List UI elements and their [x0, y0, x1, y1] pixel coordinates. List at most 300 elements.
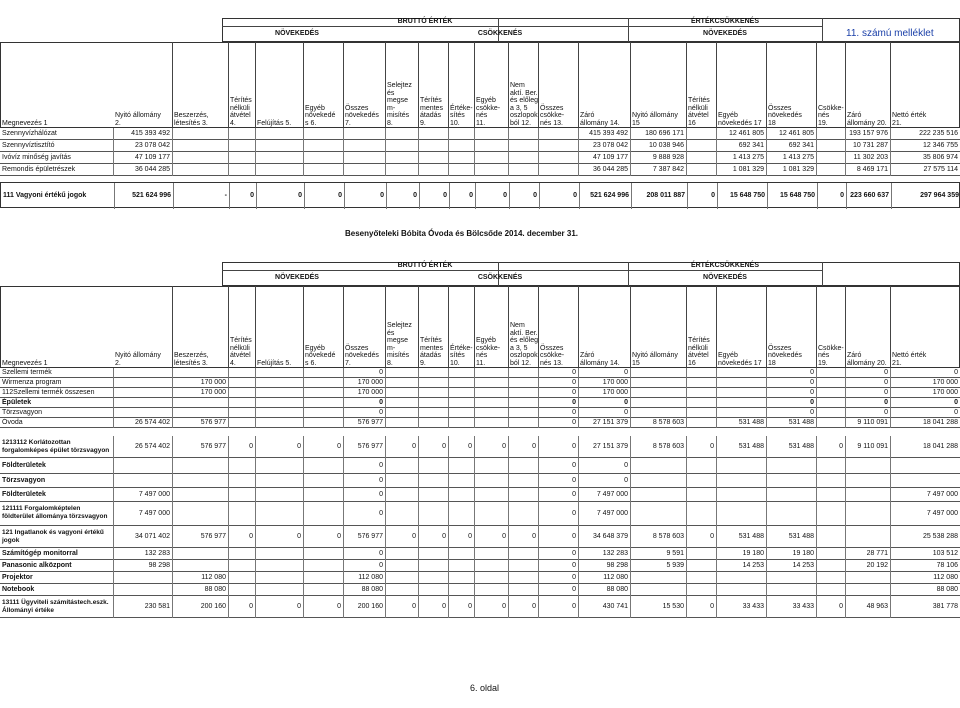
t3-cell-c10: 0 — [474, 436, 508, 458]
t3-cell-c4 — [255, 488, 303, 502]
t1-cell-c11 — [508, 128, 538, 140]
t3-cell-c8 — [418, 488, 448, 502]
t1-col-header-6: Egyéb növekedé s 6. — [305, 104, 336, 127]
t2-cell-c7 — [385, 368, 418, 378]
t2-col-header-14: Záró állomány 14. — [580, 352, 620, 367]
t2-row-label: Épületek — [2, 399, 32, 406]
t3-row — [0, 436, 960, 458]
t1-cell-c1: 23 078 042 — [113, 140, 172, 152]
t3-cell-c15: 0 — [686, 596, 716, 618]
t3-cell-c16 — [716, 572, 766, 584]
t1-cell-c19: 193 157 976 — [845, 128, 890, 140]
t3-cell-c12: 0 — [538, 572, 578, 584]
t3-cell-c20: 78 106 — [890, 560, 960, 572]
t2-cell-c15 — [686, 398, 716, 408]
t3-cell-c18 — [816, 572, 845, 584]
t3-row — [0, 584, 960, 596]
t2-cell-c8 — [418, 398, 448, 408]
t3-cell-c20 — [890, 474, 960, 488]
t3-cell-c4: 0 — [255, 596, 303, 618]
t3-cell-c4 — [255, 474, 303, 488]
t3-cell-c9: 0 — [448, 596, 474, 618]
t3-cell-c9 — [448, 560, 474, 572]
t3-cell-c14 — [630, 488, 686, 502]
t2-cell-c16 — [716, 398, 766, 408]
t1-cell-c20: 27 575 114 — [890, 164, 960, 176]
t3-row-label: Törzsvagyon — [2, 477, 46, 484]
t1-cell-c9 — [448, 164, 474, 176]
page-label: 11. számú melléklet — [846, 28, 934, 39]
t1-col-header-20: Záró állomány 20. — [847, 112, 887, 127]
t1-cell-c6 — [343, 164, 385, 176]
t3-row — [0, 548, 960, 560]
t2-row — [0, 418, 960, 428]
t3-cell-c17 — [766, 584, 816, 596]
t2-cell-c15 — [686, 388, 716, 398]
t1-col-header-4: Térítés nélküli átvétel 4. — [230, 97, 252, 127]
t2-cell-c3 — [228, 408, 255, 418]
t1-cell-c16: 1 413 275 — [716, 152, 766, 164]
t2-cell-c6: 0 — [343, 368, 385, 378]
t3-cell-c11 — [508, 502, 538, 526]
t2-cell-c14 — [630, 378, 686, 388]
t2-cell-c18 — [816, 368, 845, 378]
t3-cell-c17: 531 488 — [766, 526, 816, 548]
t1-total-row — [0, 182, 960, 208]
t2-row-label: Óvoda — [2, 419, 23, 426]
t2-col-header-3: Beszerzés, létesítés 3. — [174, 352, 209, 367]
noveledes2-header-2: NÖVEKEDÉS — [703, 274, 747, 281]
t3-cell-c12: 0 — [538, 458, 578, 474]
t3-cell-c5 — [303, 488, 343, 502]
t1-total-c13: 521 624 996 — [579, 183, 631, 209]
t2-cell-c12: 0 — [538, 398, 578, 408]
t3-cell-c6: 576 977 — [343, 526, 385, 548]
t1-cell-c9 — [448, 128, 474, 140]
t1-cell-c6 — [343, 140, 385, 152]
t1-cell-c5 — [303, 164, 343, 176]
t3-cell-c1 — [113, 458, 172, 474]
t3-row-label: 121111 Forgalomképtelen földterület állománya törzsvagyon — [2, 505, 108, 520]
t2-cell-c12: 0 — [538, 418, 578, 428]
t1-total-c9: 0 — [449, 183, 475, 209]
noveledes-header-2: NÖVEKEDÉS — [275, 274, 319, 281]
t2-col-header-1: Megnevezés 1 — [2, 359, 48, 367]
t3-cell-c9 — [448, 488, 474, 502]
t3-cell-c10 — [474, 560, 508, 572]
t1-cell-c18 — [816, 152, 845, 164]
t1-cell-c12 — [538, 164, 578, 176]
t3-cell-c7 — [385, 502, 418, 526]
t1-col-header-17: Egyéb növekedés 17 — [718, 112, 762, 127]
t1-cell-c15 — [686, 140, 716, 152]
t2-cell-c8 — [418, 368, 448, 378]
t3-cell-c17 — [766, 474, 816, 488]
t2-cell-c1 — [113, 388, 172, 398]
t3-cell-c17: 531 488 — [766, 436, 816, 458]
t1-cell-c4 — [255, 164, 303, 176]
t3-cell-c4 — [255, 584, 303, 596]
t2-row — [0, 388, 960, 398]
t3-cell-c7 — [385, 572, 418, 584]
t1-cell-c15 — [686, 152, 716, 164]
t3-row-label: 121 Ingatlanok és vagyoni értékű jogok — [2, 529, 104, 544]
t3-cell-c16: 531 488 — [716, 436, 766, 458]
t3-cell-c13: 34 648 379 — [578, 526, 630, 548]
t3-cell-c18: 0 — [816, 596, 845, 618]
t3-cell-c4: 0 — [255, 436, 303, 458]
t1-total-c14: 208 011 887 — [631, 183, 687, 209]
t3-cell-c19 — [845, 474, 890, 488]
t2-cell-c14: 8 578 603 — [630, 418, 686, 428]
t2-cell-c6: 576 977 — [343, 418, 385, 428]
t3-cell-c20: 18 041 288 — [890, 436, 960, 458]
t3-cell-c5: 0 — [303, 596, 343, 618]
t3-row — [0, 596, 960, 618]
t1-cell-c16: 692 341 — [716, 140, 766, 152]
t2-cell-c4 — [255, 398, 303, 408]
t3-cell-c11 — [508, 560, 538, 572]
t1-cell-c13: 47 109 177 — [578, 152, 630, 164]
t3-cell-c7: 0 — [385, 596, 418, 618]
footer-page-number: 6. oldal — [470, 683, 500, 693]
t1-col-header-15: Nyitó állomány 15 — [632, 112, 678, 127]
t3-cell-c3 — [228, 474, 255, 488]
t1-cell-c15 — [686, 128, 716, 140]
t3-cell-c14: 8 578 603 — [630, 436, 686, 458]
t3-cell-c14 — [630, 584, 686, 596]
t3-cell-c8 — [418, 584, 448, 596]
t3-cell-c16: 33 433 — [716, 596, 766, 618]
t2-cell-c11 — [508, 388, 538, 398]
t2-cell-c9 — [448, 418, 474, 428]
t1-cell-c18 — [816, 140, 845, 152]
t3-cell-c3: 0 — [228, 596, 255, 618]
t2-row — [0, 408, 960, 418]
t1-row — [0, 152, 960, 164]
t2-cell-c3 — [228, 378, 255, 388]
t3-cell-c11 — [508, 488, 538, 502]
t2-cell-c15 — [686, 418, 716, 428]
t3-cell-c1: 7 497 000 — [113, 488, 172, 502]
t1-col-header-16: Térítés nélküli átvétel 16 — [688, 97, 710, 127]
t3-cell-c12: 0 — [538, 526, 578, 548]
section-caption: Besenyőteleki Bóbita Óvoda és Bölcsőde 2014. december 31. — [345, 229, 578, 238]
t1-cell-c13: 23 078 042 — [578, 140, 630, 152]
t3-cell-c5 — [303, 584, 343, 596]
t3-cell-c1 — [113, 584, 172, 596]
t3-cell-c16 — [716, 488, 766, 502]
t2-cell-c11 — [508, 378, 538, 388]
t2-row — [0, 378, 960, 388]
t3-cell-c16: 531 488 — [716, 526, 766, 548]
t2-cell-c7 — [385, 388, 418, 398]
t2-col-header-20: Záró állomány 20. — [847, 352, 887, 367]
t2-cell-c9 — [448, 398, 474, 408]
t1-cell-c3 — [228, 164, 255, 176]
t3-cell-c18: 0 — [816, 436, 845, 458]
t3-cell-c2 — [172, 548, 228, 560]
t3-cell-c15 — [686, 572, 716, 584]
t1-col-header-13: Összes csökke- nés 13. — [540, 104, 565, 127]
t1-cell-c10 — [474, 152, 508, 164]
t3-cell-c3 — [228, 502, 255, 526]
t2-col-header-17: Egyéb növekedés 17 — [718, 352, 762, 367]
t1-col-header-14: Záró állomány 14. — [580, 112, 620, 127]
t1-cell-c14: 7 387 842 — [630, 164, 686, 176]
t3-row — [0, 502, 960, 526]
t3-cell-c5: 0 — [303, 526, 343, 548]
t3-cell-c8 — [418, 560, 448, 572]
t1-total-c18: 0 — [817, 183, 846, 209]
t3-cell-c17 — [766, 458, 816, 474]
t3-cell-c10 — [474, 458, 508, 474]
t1-total-c5: 0 — [304, 183, 344, 209]
t3-cell-c20: 25 538 288 — [890, 526, 960, 548]
t3-cell-c9 — [448, 572, 474, 584]
t2-cell-c4 — [255, 388, 303, 398]
t2-cell-c12: 0 — [538, 378, 578, 388]
t3-cell-c14 — [630, 572, 686, 584]
t2-cell-c10 — [474, 408, 508, 418]
t3-cell-c20 — [890, 458, 960, 474]
t2-cell-c9 — [448, 378, 474, 388]
t3-cell-c1: 34 071 402 — [113, 526, 172, 548]
t3-cell-c19 — [845, 572, 890, 584]
t2-cell-c15 — [686, 408, 716, 418]
t2-cell-c10 — [474, 368, 508, 378]
t1-cell-c19: 8 469 171 — [845, 164, 890, 176]
t1-cell-c12 — [538, 152, 578, 164]
t3-cell-c3 — [228, 488, 255, 502]
t3-cell-c7 — [385, 560, 418, 572]
t2-cell-c10 — [474, 378, 508, 388]
t3-cell-c8 — [418, 502, 448, 526]
t3-cell-c7 — [385, 474, 418, 488]
t2-cell-c6: 0 — [343, 408, 385, 418]
t3-cell-c9: 0 — [448, 526, 474, 548]
t1-row-label: Szennyvíztisztító — [2, 142, 55, 149]
t3-cell-c10 — [474, 474, 508, 488]
t3-cell-c1 — [113, 474, 172, 488]
t3-cell-c15 — [686, 548, 716, 560]
t2-cell-c20: 170 000 — [890, 388, 960, 398]
t2-col-header-18: Összes növekedés 18 — [768, 344, 802, 367]
t3-cell-c5 — [303, 560, 343, 572]
t3-cell-c14 — [630, 502, 686, 526]
t1-cell-c9 — [448, 152, 474, 164]
t3-cell-c10 — [474, 488, 508, 502]
t2-cell-c3 — [228, 398, 255, 408]
t1-col-header-9: Térítés mentes átadás 9. — [420, 97, 443, 127]
t1-row — [0, 128, 960, 140]
t3-cell-c16: 19 180 — [716, 548, 766, 560]
t2-cell-c5 — [303, 418, 343, 428]
t2-cell-c2 — [172, 368, 228, 378]
t2-cell-c5 — [303, 388, 343, 398]
t3-cell-c19 — [845, 526, 890, 548]
t2-col-header-4: Térítés nélküli átvétel 4. — [230, 337, 252, 367]
t3-cell-c8: 0 — [418, 596, 448, 618]
t3-cell-c17 — [766, 572, 816, 584]
t3-cell-c18 — [816, 488, 845, 502]
t1-total-c3: 0 — [229, 183, 256, 209]
t2-cell-c4 — [255, 378, 303, 388]
t2-cell-c16 — [716, 368, 766, 378]
t3-cell-c18 — [816, 502, 845, 526]
t1-cell-c3 — [228, 152, 255, 164]
t3-cell-c12: 0 — [538, 436, 578, 458]
t2-cell-c1: 26 574 402 — [113, 418, 172, 428]
t3-cell-c13: 7 497 000 — [578, 502, 630, 526]
t3-cell-c15 — [686, 458, 716, 474]
t3-row — [0, 572, 960, 584]
t1-col-header-10: Értéke- sítés 10. — [450, 104, 473, 127]
t3-cell-c2 — [172, 560, 228, 572]
t2-cell-c19: 9 110 091 — [845, 418, 890, 428]
ertekcsokkenes-header-2: ÉRTÉKCSÖKKENÉS — [690, 262, 760, 269]
t1-cell-c14: 10 038 946 — [630, 140, 686, 152]
t2-cell-c20: 0 — [890, 408, 960, 418]
brutto-header-2: BRUTTÓ ÉRTÉK — [397, 262, 453, 269]
t3-cell-c17 — [766, 488, 816, 502]
t2-cell-c18 — [816, 408, 845, 418]
t2-cell-c18 — [816, 388, 845, 398]
t3-cell-c12: 0 — [538, 474, 578, 488]
t1-row-label: Ivóvíz minőség javítás — [2, 154, 71, 161]
t2-cell-c7 — [385, 418, 418, 428]
t1-cell-c11 — [508, 164, 538, 176]
t3-cell-c18 — [816, 474, 845, 488]
t2-cell-c3 — [228, 368, 255, 378]
t1-row-label: Remondis épületrészek — [2, 166, 76, 173]
t2-cell-c18 — [816, 418, 845, 428]
t3-cell-c10: 0 — [474, 596, 508, 618]
t3-cell-c20: 7 497 000 — [890, 502, 960, 526]
t3-cell-c3 — [228, 572, 255, 584]
t3-cell-c3 — [228, 458, 255, 474]
t3-cell-c2 — [172, 502, 228, 526]
t1-cell-c13: 415 393 492 — [578, 128, 630, 140]
t3-cell-c6: 200 160 — [343, 596, 385, 618]
t2-row — [0, 368, 960, 378]
t3-cell-c19 — [845, 458, 890, 474]
t3-cell-c12: 0 — [538, 584, 578, 596]
t2-cell-c14 — [630, 388, 686, 398]
t3-cell-c13: 27 151 379 — [578, 436, 630, 458]
t1-cell-c4 — [255, 140, 303, 152]
t2-cell-c6: 170 000 — [343, 378, 385, 388]
t1-row-label: Szennyvízhálózat — [2, 130, 57, 137]
t1-cell-c7 — [385, 128, 418, 140]
t1-total-c19: 223 660 637 — [846, 183, 891, 209]
t1-cell-c1: 415 393 492 — [113, 128, 172, 140]
t3-row-label: Számítógép monitorral — [2, 550, 78, 557]
t2-col-header-10: Értéke- sítés 10. — [450, 344, 473, 367]
t3-cell-c9: 0 — [448, 436, 474, 458]
t2-cell-c18 — [816, 398, 845, 408]
t1-col-header-12: Nem aktí. Ber. és előleg a 3, 5 oszlopok ból 12. — [510, 82, 539, 127]
t1-cell-c10 — [474, 128, 508, 140]
t1-cell-c19: 11 302 203 — [845, 152, 890, 164]
t1-cell-c5 — [303, 152, 343, 164]
t1-cell-c20: 12 346 755 — [890, 140, 960, 152]
t3-cell-c8: 0 — [418, 526, 448, 548]
t1-cell-c5 — [303, 128, 343, 140]
t2-cell-c2 — [172, 398, 228, 408]
t3-cell-c19: 9 110 091 — [845, 436, 890, 458]
t1-cell-c10 — [474, 140, 508, 152]
t3-cell-c13: 132 283 — [578, 548, 630, 560]
t1-col-header-7: Összes növekedés 7. — [345, 104, 379, 127]
t3-cell-c6: 88 080 — [343, 584, 385, 596]
t3-cell-c18 — [816, 548, 845, 560]
t3-cell-c8 — [418, 572, 448, 584]
t1-cell-c12 — [538, 128, 578, 140]
t3-cell-c14: 8 578 603 — [630, 526, 686, 548]
t1-cell-c8 — [418, 152, 448, 164]
t2-cell-c19: 0 — [845, 408, 890, 418]
t3-cell-c1: 230 581 — [113, 596, 172, 618]
t1-cell-c6 — [343, 152, 385, 164]
t1-total-c7: 0 — [386, 183, 419, 209]
t2-cell-c19: 0 — [845, 398, 890, 408]
t3-cell-c8 — [418, 548, 448, 560]
t2-cell-c16 — [716, 388, 766, 398]
t3-cell-c4 — [255, 572, 303, 584]
t3-cell-c2 — [172, 488, 228, 502]
t3-cell-c7 — [385, 458, 418, 474]
t1-total-c20: 297 964 359 — [891, 183, 960, 209]
t3-cell-c13: 112 080 — [578, 572, 630, 584]
t1-cell-c17: 12 461 805 — [766, 128, 816, 140]
t2-cell-c14 — [630, 368, 686, 378]
t2-cell-c5 — [303, 398, 343, 408]
t2-col-header-9: Térítés mentes átadás 9. — [420, 337, 443, 367]
t2-cell-c17: 531 488 — [766, 418, 816, 428]
t2-cell-c2 — [172, 408, 228, 418]
t3-row — [0, 526, 960, 548]
t3-cell-c20: 381 778 — [890, 596, 960, 618]
t2-cell-c20: 0 — [890, 368, 960, 378]
t3-cell-c9 — [448, 548, 474, 560]
t3-cell-c16 — [716, 502, 766, 526]
t2-cell-c20: 0 — [890, 398, 960, 408]
t3-cell-c1 — [113, 572, 172, 584]
t2-cell-c11 — [508, 368, 538, 378]
t3-cell-c17 — [766, 502, 816, 526]
t1-cell-c5 — [303, 140, 343, 152]
t3-cell-c18 — [816, 584, 845, 596]
t3-cell-c2: 112 080 — [172, 572, 228, 584]
t1-cell-c15 — [686, 164, 716, 176]
t3-cell-c9 — [448, 474, 474, 488]
t2-cell-c18 — [816, 378, 845, 388]
t3-cell-c2: 576 977 — [172, 526, 228, 548]
t3-cell-c17: 14 253 — [766, 560, 816, 572]
t3-cell-c9 — [448, 458, 474, 474]
t1-cell-c1: 36 044 285 — [113, 164, 172, 176]
t3-cell-c20: 88 080 — [890, 584, 960, 596]
t2-cell-c4 — [255, 408, 303, 418]
t3-row-label: Notebook — [2, 586, 35, 593]
t3-cell-c2 — [172, 474, 228, 488]
t3-cell-c13: 430 741 — [578, 596, 630, 618]
t3-row-label: Földterületek — [2, 491, 46, 498]
t2-cell-c9 — [448, 408, 474, 418]
t3-cell-c17: 19 180 — [766, 548, 816, 560]
t3-cell-c1: 7 497 000 — [113, 502, 172, 526]
